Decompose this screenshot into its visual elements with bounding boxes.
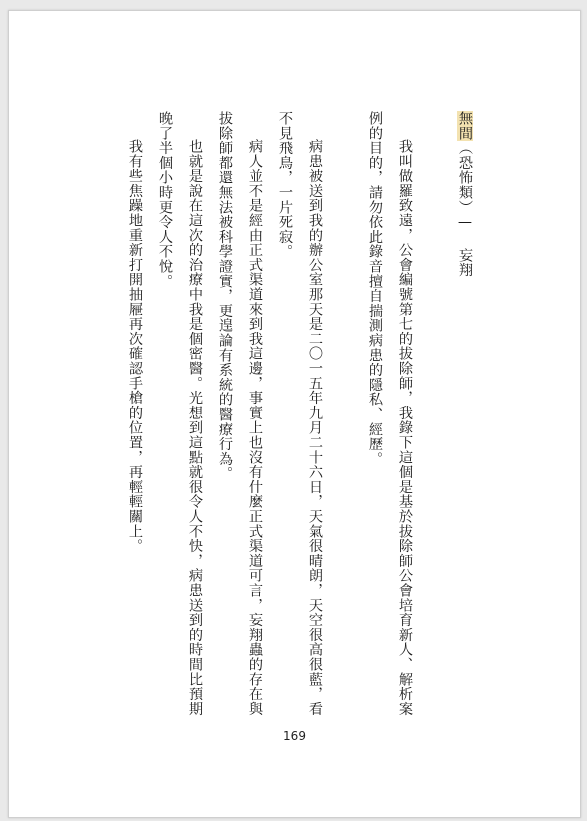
chapter-title-highlight: 無間 xyxy=(457,111,473,141)
paragraph-3: 也就是說在這次的治療中我是個密醫。光想到這點就很令人不快，病患送到的時間比預期晚了半個小時更令人不悅。 xyxy=(157,111,203,717)
paragraph-4: 我有些焦躁地重新打開抽屜再次確認手槍的位置，再輕輕關上。 xyxy=(127,139,143,554)
spacer xyxy=(330,111,360,731)
book-page xyxy=(8,10,581,818)
chapter-header xyxy=(450,111,480,731)
intro-paragraph: 我叫做羅致遠，公會編號第七的拔除師，我錄下這個是基於拔除師公會培育新人、解析案例的目的，請勿依此錄音擅自揣測病患的隱私、經歷。 xyxy=(367,111,413,717)
page-number: 169 xyxy=(283,729,306,743)
paragraph-2: 病人並不是經由正式渠道來到我這邊，事實上也沒有什麼正式渠道可言，妄翔蟲的存在與拔除師都還無法被科學證實，更遑論有系統的醫療行為。 xyxy=(217,111,263,717)
vertical-text-block xyxy=(120,111,480,731)
chapter-title-rest: （恐怖類）— 妄翔 xyxy=(457,140,473,278)
spacer xyxy=(420,111,450,731)
paragraph-1: 病患被送到我的辦公室那天是二〇一五年九月二十六日，天氣很晴朗，天空很高很藍，看不見飛鳥，一片死寂。 xyxy=(277,111,323,717)
